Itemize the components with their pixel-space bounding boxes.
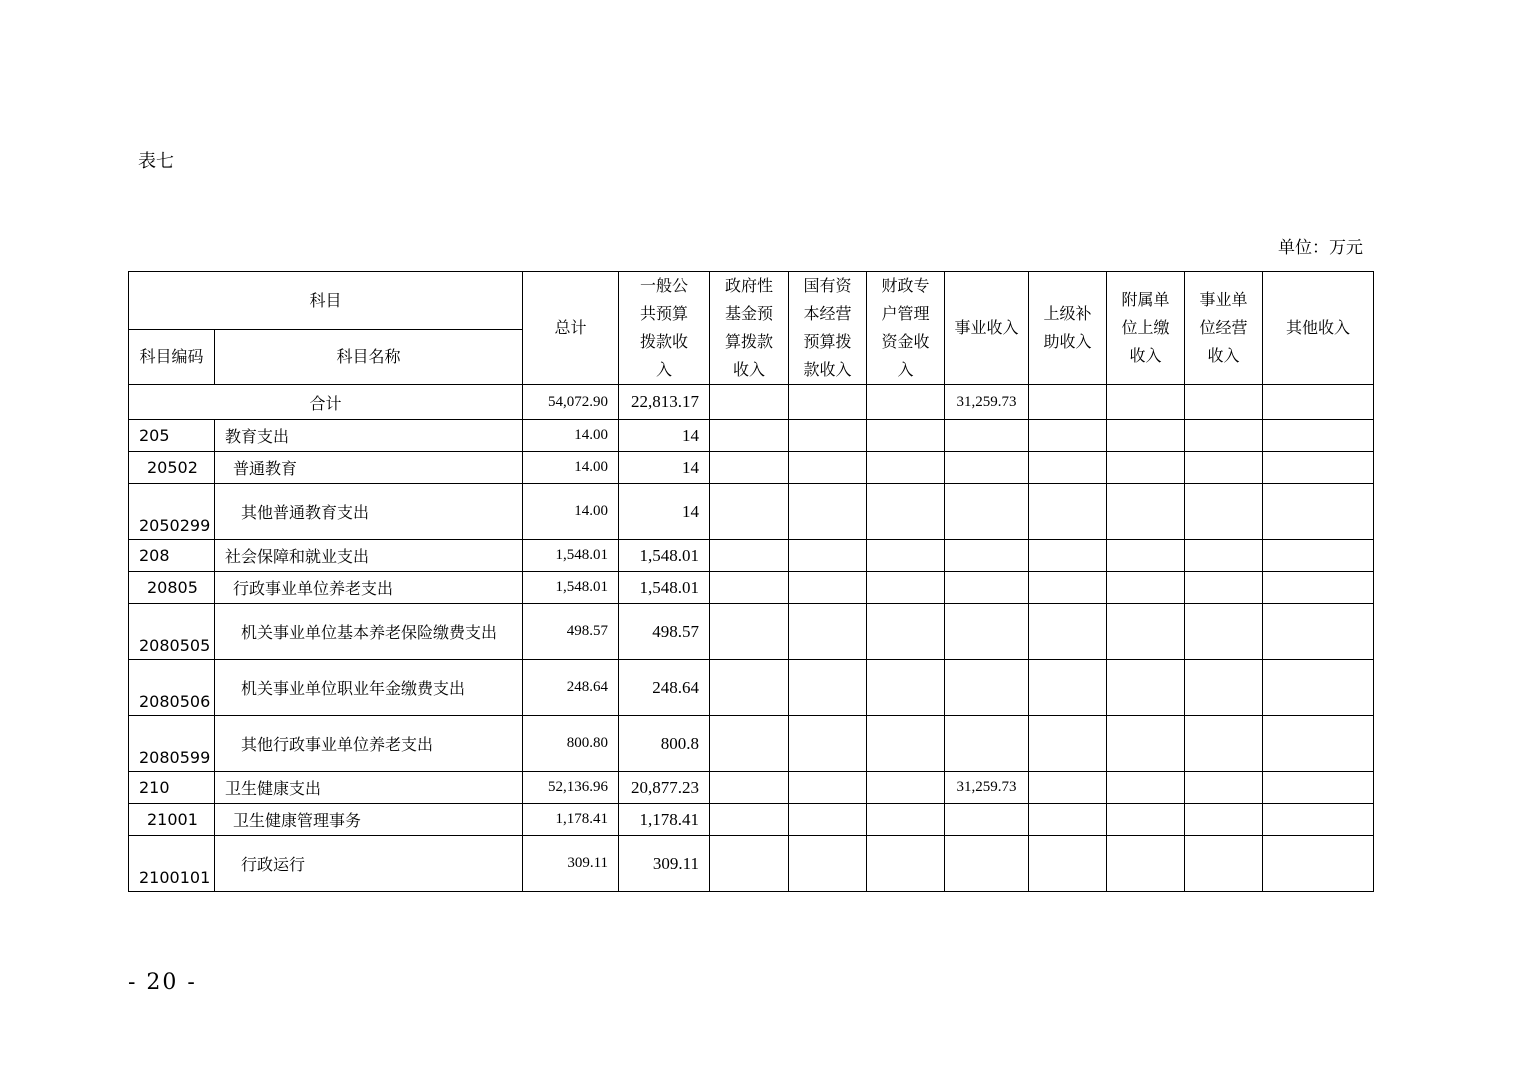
header-business-income: 事业收入 [945,272,1029,385]
total-row-affiliated-remit [1107,385,1185,420]
header-subject-code: 科目编码 [129,330,215,385]
table-row [129,572,1374,604]
header-gov-fund: 政府性基金预算拨款收入 [710,272,789,385]
header-operating-income: 事业单位经营收入 [1185,272,1263,385]
row-code: 2080505 [129,604,215,660]
row-name: 社会保障和就业支出 [215,540,523,572]
row-general-public: 498.57 [619,604,710,660]
table-row [129,484,1374,540]
row-general-public: 309.11 [619,836,710,892]
row-code: 21001 [129,804,215,836]
row-general-public: 1,178.41 [619,804,710,836]
row-general-public: 800.8 [619,716,710,772]
row-business-income [945,804,1029,836]
row-name: 其他普通教育支出 [215,484,523,540]
row-business-income: 31,259.73 [945,772,1029,804]
table-row [129,772,1374,804]
row-business-income [945,540,1029,572]
row-code: 20502 [129,452,215,484]
header-state-capital: 国有资本经营预算拨款收入 [789,272,867,385]
header-superior-subsidy: 上级补助收入 [1029,272,1107,385]
total-row-general-public: 22,813.17 [619,385,710,420]
header-total: 总计 [523,272,619,385]
total-row-label: 合计 [129,385,523,420]
row-total: 1,178.41 [523,804,619,836]
total-row-business-income: 31,259.73 [945,385,1029,420]
row-general-public: 14 [619,420,710,452]
total-row-state-capital [789,385,867,420]
row-general-public: 248.64 [619,660,710,716]
row-general-public: 14 [619,452,710,484]
budget-table [128,271,1374,892]
row-business-income [945,572,1029,604]
unit-label: 单位：万元 [1278,238,1363,258]
table-row [129,420,1374,452]
row-code: 2100101 [129,836,215,892]
row-code: 2080599 [129,716,215,772]
row-total: 498.57 [523,604,619,660]
row-general-public: 14 [619,484,710,540]
row-total: 309.11 [523,836,619,892]
header-affiliated-remit: 附属单位上缴收入 [1107,272,1185,385]
row-total: 800.80 [523,716,619,772]
row-business-income [945,604,1029,660]
row-code: 205 [129,420,215,452]
table-row [129,804,1374,836]
row-general-public: 1,548.01 [619,540,710,572]
row-total: 52,136.96 [523,772,619,804]
total-row-operating-income [1185,385,1263,420]
row-name: 普通教育 [215,452,523,484]
header-subject-name: 科目名称 [215,330,523,385]
row-name: 其他行政事业单位养老支出 [215,716,523,772]
table-row [129,836,1374,892]
row-business-income [945,660,1029,716]
header-other-income: 其他收入 [1263,272,1374,385]
row-name: 卫生健康管理事务 [215,804,523,836]
total-row [129,385,1374,420]
row-name: 行政事业单位养老支出 [215,572,523,604]
row-name: 机关事业单位职业年金缴费支出 [215,660,523,716]
total-row-fiscal-special [867,385,945,420]
row-total: 14.00 [523,484,619,540]
row-name: 卫生健康支出 [215,772,523,804]
header-subject: 科目 [129,272,523,330]
row-business-income [945,716,1029,772]
row-total: 14.00 [523,452,619,484]
total-row-superior-subsidy [1029,385,1107,420]
page-number: - 20 - [128,970,197,995]
row-total: 1,548.01 [523,540,619,572]
row-total: 248.64 [523,660,619,716]
row-name: 行政运行 [215,836,523,892]
row-total: 14.00 [523,420,619,452]
table-row [129,452,1374,484]
row-name: 教育支出 [215,420,523,452]
row-general-public: 1,548.01 [619,572,710,604]
table-row [129,660,1374,716]
row-name: 机关事业单位基本养老保险缴费支出 [215,604,523,660]
table-row [129,604,1374,660]
header-general-public: 一般公共预算拨款收入 [619,272,710,385]
row-business-income [945,484,1029,540]
row-business-income [945,452,1029,484]
header-fiscal-special: 财政专户管理资金收入 [867,272,945,385]
total-row-gov-fund [710,385,789,420]
row-total: 1,548.01 [523,572,619,604]
row-general-public: 20,877.23 [619,772,710,804]
table-row [129,540,1374,572]
table-label: 表七 [138,151,174,172]
table-row [129,716,1374,772]
row-code: 2050299 [129,484,215,540]
total-row-total: 54,072.90 [523,385,619,420]
row-code: 208 [129,540,215,572]
row-business-income [945,420,1029,452]
row-code: 20805 [129,572,215,604]
row-code: 210 [129,772,215,804]
row-code: 2080506 [129,660,215,716]
total-row-other-income [1263,385,1374,420]
row-business-income [945,836,1029,892]
